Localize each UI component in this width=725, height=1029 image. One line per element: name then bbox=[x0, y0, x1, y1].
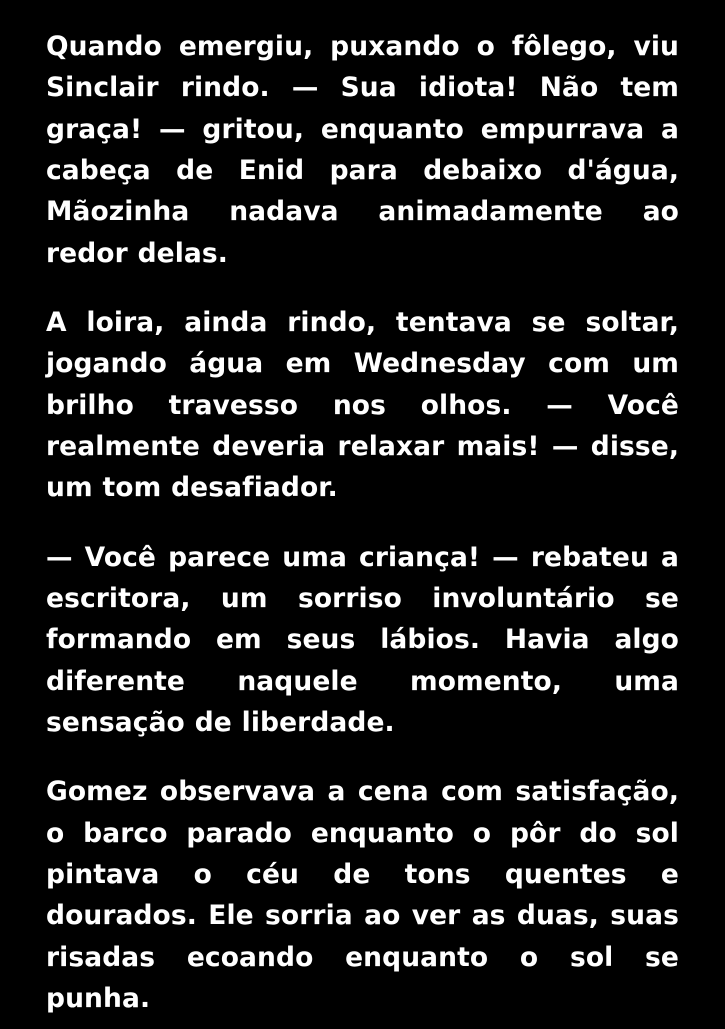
paragraph: Quando emergiu, puxando o fôlego, viu Sinclair rindo. — Sua idiota! Não tem graça! — gritou, enquanto empurrava a cabeça de Enid para debaixo d'água, Mãozinha nadava animadamente ao redor delas. bbox=[46, 31, 679, 269]
paragraph: A loira, ainda rindo, tentava se soltar, jogando água em Wednesday com um brilho travesso nos olhos. — Você realmente deveria relaxar mais! — disse, um tom desafiador. bbox=[46, 306, 679, 504]
paragraph: — Você parece uma criança! — rebateu a escritora, um sorriso involuntário se formando em seus lábios. Havia algo diferente naquele momento, uma sensação de liberdade. bbox=[46, 541, 679, 738]
paragraph: Gomez observava a cena com satisfação, o barco parado enquanto o pôr do sol pintava o céu de tons quentes e dourados. Ele sorria ao ver as duas, suas risadas ecoando enquanto o sol se punha. bbox=[46, 776, 679, 1014]
